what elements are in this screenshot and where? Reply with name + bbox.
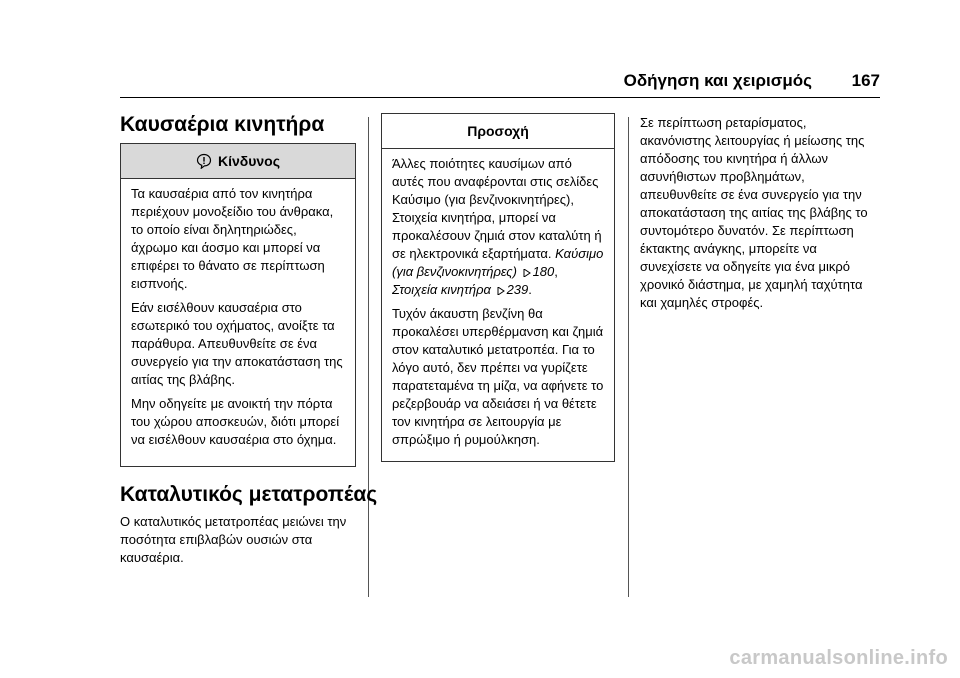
- caution-text-1: Άλλες ποιότητες καυσίμων από αυτές που αναφέρονται στις σελίδες Καύσιμο (για βενζινοκινητήρες), Στοιχεία κινητήρα, μπορεί να προκαλέσουν ζημιά στον καταλύτη ή σε ηλεκτρονικά εξαρτήματα.: [392, 156, 602, 261]
- caution-header: Προσοχή: [382, 114, 614, 149]
- watermark: carmanualsonline.info: [729, 647, 948, 669]
- header-rule: [120, 97, 880, 98]
- header-title: Οδήγηση και χειρισμός: [623, 71, 812, 90]
- caution-paragraph: Τυχόν άκαυστη βενζίνη θα προκαλέσει υπερθέρμανση και ζημιά στον καταλυτικό μετατροπέα. Για το λόγο αυτό, δεν πρέπει να γυρίζετε παρατεταμένα τη μίζα, να αφήνετε το ρεζερβουάρ να αδειάσει ή να θέτετε τον κινητήρα σε λειτουργία με σπρώξιμο ή ρυμούλκηση.: [392, 306, 604, 447]
- danger-header: [121, 144, 355, 179]
- caution-paragraph: Άλλες ποιότητες καυσίμων από αυτές που αναφέρονται στις σελίδες Καύσιμο (για βενζινοκινητήρες), Στοιχεία κινητήρα, μπορεί να προκαλέσουν ζημιά στον καταλύτη ή σε ηλεκτρονικά εξαρτήματα. Καύσιμο (για βενζινοκινητήρες) 180, Στοιχεία κινητήρα 239.: [392, 156, 604, 297]
- engine-data-reference-page[interactable]: 239: [506, 282, 529, 297]
- column-divider-left: [368, 117, 369, 597]
- section-title-engine-exhaust: Καυσαέρια κινητήρα: [120, 113, 325, 136]
- column-divider-right: [628, 117, 629, 597]
- catalytic-converter-text: Ο καταλυτικός μετατροπέας μειώνει την ποσότητα επιβλαβών ουσιών στα καυσαέρια.: [120, 514, 347, 565]
- danger-paragraph: Εάν εισέλθουν καυσαέρια στο εσωτερικό του οχήματος, ανοίξτε τα παράθυρα. Απευθυνθείτε σε ένα συνεργείο για την αποκατάσταση της αιτίας της βλάβης.: [131, 300, 343, 387]
- warning-icon: [196, 153, 212, 169]
- fuel-reference-page[interactable]: 180: [532, 264, 555, 279]
- danger-label: Κίνδυνος: [217, 153, 281, 169]
- danger-paragraph: Τα καυσαέρια από τον κινητήρα περιέχουν μονοξείδιο του άνθρακα, το οποίο είναι δηλητηριώδες, άχρωμο και άοσμο και μπορεί να επιφέρει το θάνατο σε περίπτωση εισπνοής.: [131, 186, 334, 291]
- engine-malfunction-text: Σε περίπτωση ρεταρίσματος, ακανόνιστης λειτουργίας ή μείωσης της απόδοσης του κινητήρα ή άλλων ασυνήθιστων προβλημάτων, απευθυνθείτε σε ένα συνεργείο για την αποκατάσταση της αιτίας της βλάβης το συντομότερο δυνατόν. Σε περίπτωση έκτακτης ανάγκης, μπορείτε να συνεχίσετε να οδηγείτε για ένα μικρό χρονικό διάστημα, με χαμηλή ταχύτητα και χαμηλές στροφές.: [640, 115, 868, 310]
- danger-paragraph: Μην οδηγείτε με ανοικτή την πόρτα του χώρου αποσκευών, διότι μπορεί να εισέλθουν καυσαέρια στο όχημα.: [131, 396, 340, 447]
- fuel-reference-link[interactable]: Καύσιμο (για βενζινοκινητήρες): [392, 246, 604, 279]
- engine-data-reference-link[interactable]: Στοιχεία κινητήρα: [392, 282, 491, 297]
- danger-box: [120, 143, 356, 467]
- page-reference-icon: [523, 269, 531, 277]
- page-number: 167: [851, 71, 880, 90]
- page-reference-icon: [497, 287, 505, 295]
- section-title-catalytic-converter: Καταλυτικός μετατροπέας: [120, 483, 378, 506]
- page-header: [120, 71, 880, 93]
- caution-box: [381, 113, 615, 462]
